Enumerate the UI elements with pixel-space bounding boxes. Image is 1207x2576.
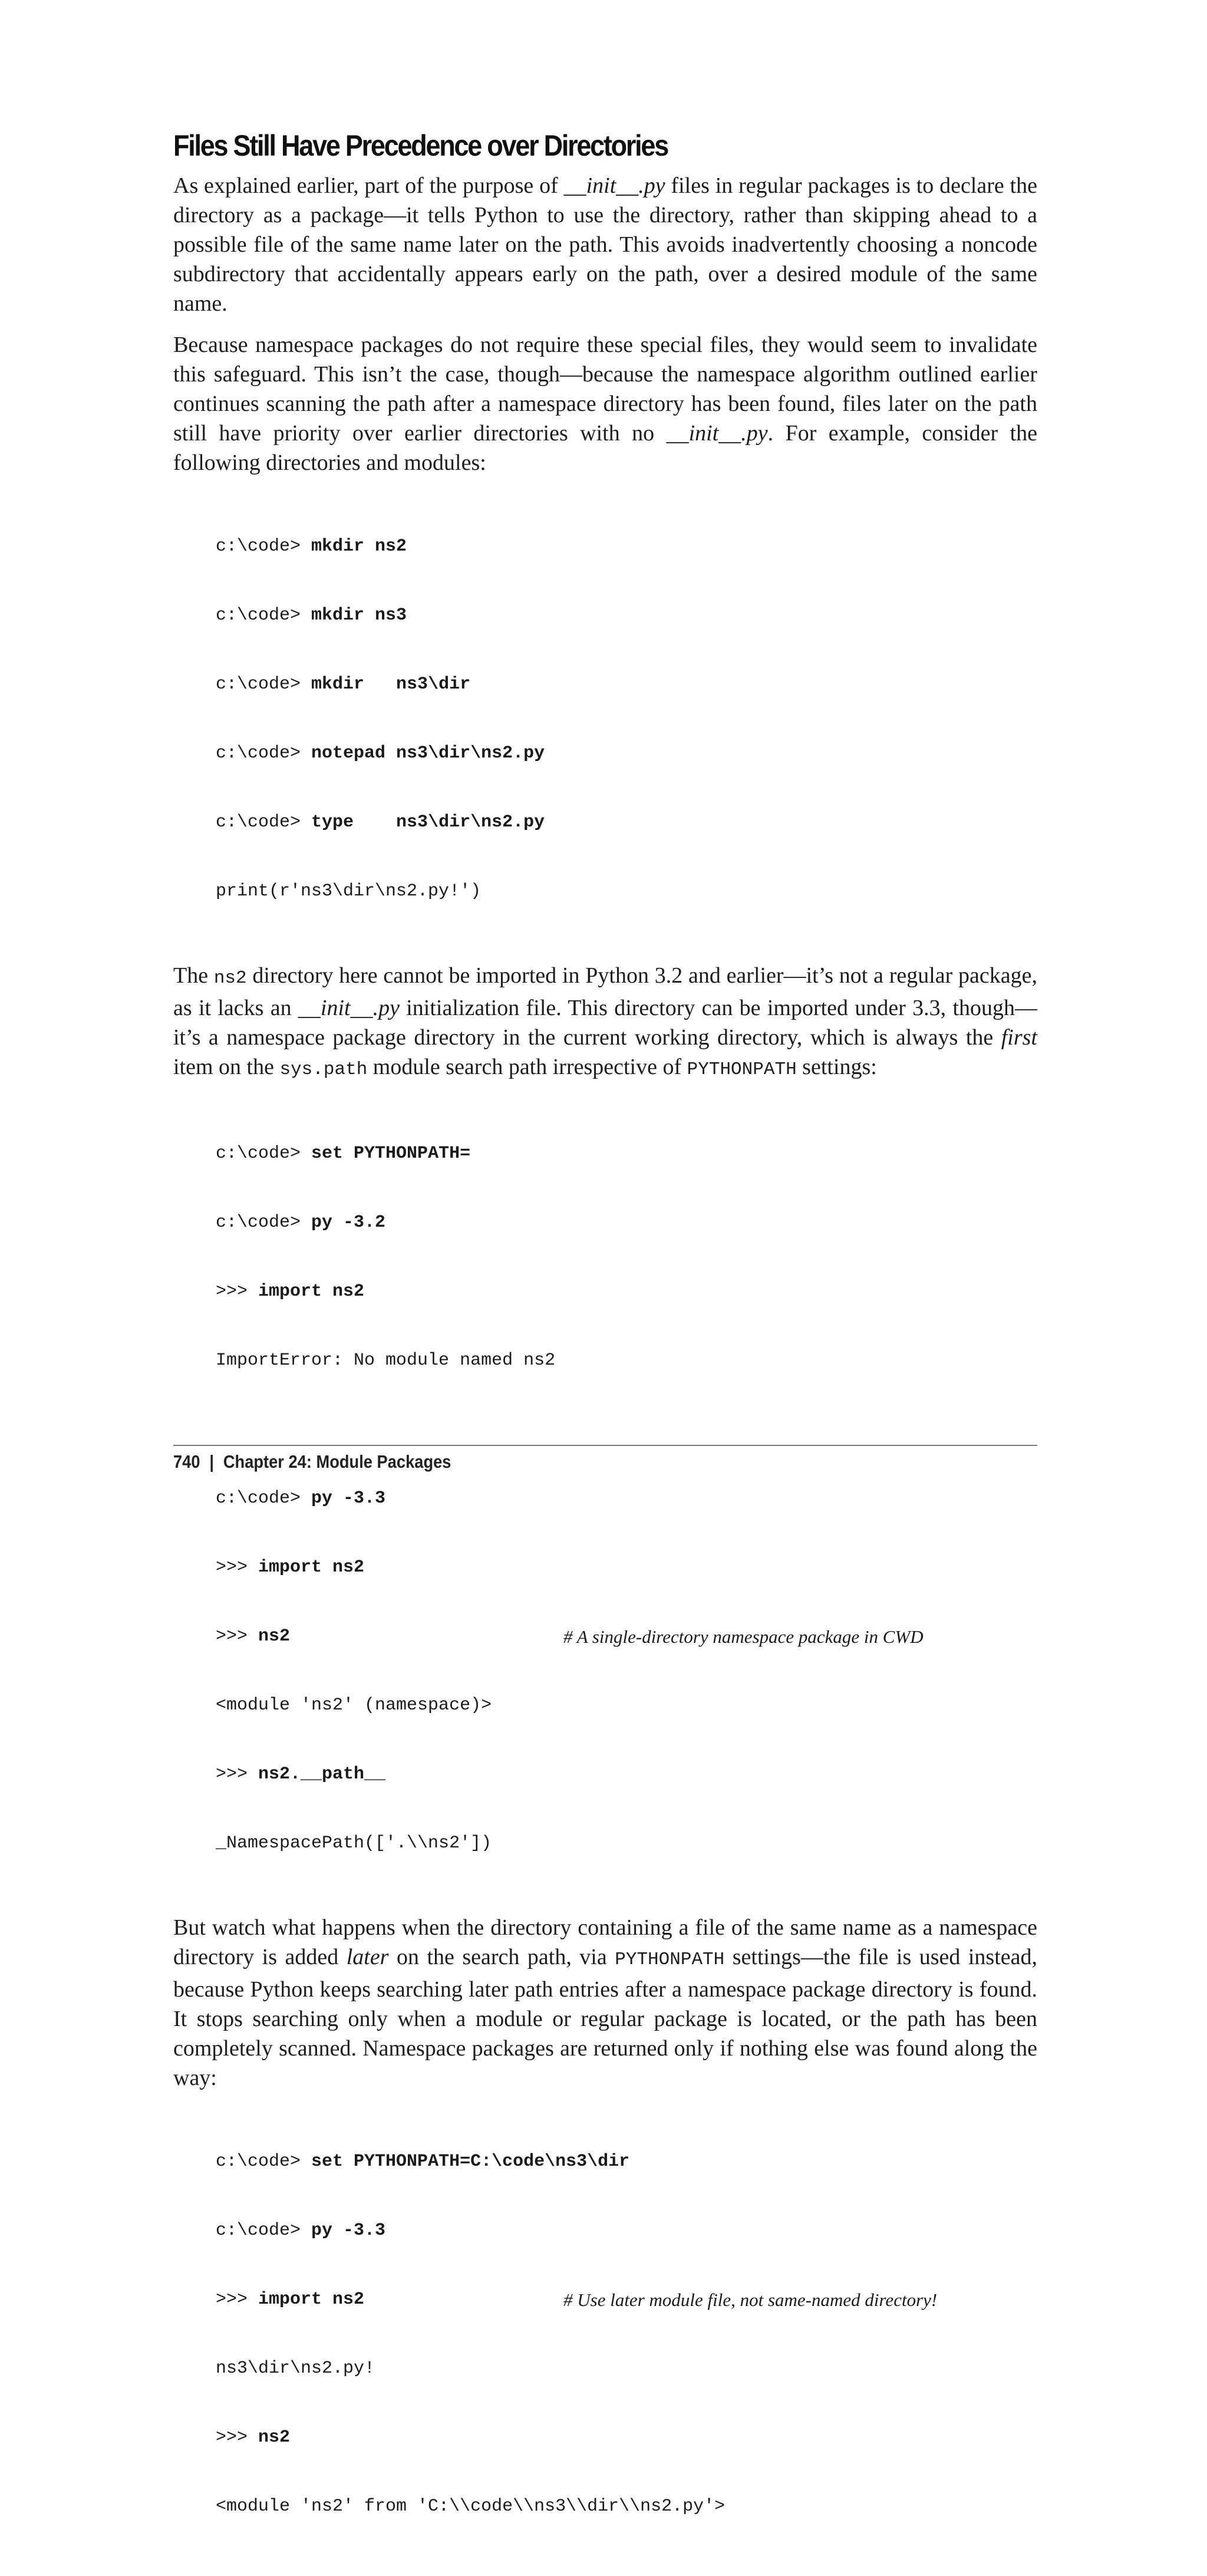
- paragraph-2: [173, 330, 1037, 477]
- code-line: <module 'ns2' from 'C:\\code\\ns3\\dir\\ns2.py'>: [216, 2496, 725, 2516]
- code-line: c:\code> set PYTHONPATH=C:\code\ns3\dir: [216, 2152, 630, 2172]
- code-line: c:\code> py -3.2: [216, 1213, 386, 1233]
- code-block-1: [216, 489, 1037, 949]
- p1-init-file: __init__.py: [563, 173, 665, 198]
- code-line: c:\code> notepad ns3\dir\ns2.py: [216, 743, 545, 763]
- inline-code-pythonpath: PYTHONPATH: [687, 1059, 797, 1080]
- p2-text-c: . For example, consider the following directories and modules:: [173, 421, 1037, 475]
- code-line: >>> ns2: [216, 2427, 291, 2447]
- p1-text-c: files in regular packages is to declare the directory as a package—it tells Python to use the directory, rather than skipping ahead to a possible file of the same name later on the path. This avoids inadvertently choosing a noncode subdirectory that accidentally appears early on the path, over a desired module of the same name.: [173, 173, 1037, 316]
- inline-code-ns2: ns2: [213, 968, 247, 989]
- p2-init-file: __init__.py: [666, 421, 768, 446]
- page-footer: [173, 1451, 451, 1473]
- p2-text-a: Because namespace packages do not require these special files, they would seem to invalidate this safeguard. This isn’t the case, though—because the namespace algorithm outlined earlier continues scanning the path after a namespace directory has been found, files later on the path still have priority over earlier directories with no: [173, 332, 1037, 446]
- inline-code-pythonpath: PYTHONPATH: [615, 1949, 725, 1970]
- chapter-title: Chapter 24: Module Packages: [223, 1451, 451, 1472]
- code-line: c:\code> set PYTHONPATH=: [216, 1144, 471, 1164]
- code-comment: # A single-directory namespace package in CWD: [563, 1626, 924, 1647]
- page-number: 740: [173, 1451, 200, 1472]
- code-block-3: [216, 2104, 1037, 2564]
- code-line: c:\code> type ns3\dir\ns2.py: [216, 812, 545, 832]
- page-content: [173, 129, 1037, 2576]
- code-line: c:\code> py -3.3: [216, 1488, 386, 1508]
- code-line: ImportError: No module named ns2: [216, 1350, 556, 1371]
- footer-rule: [173, 1445, 1037, 1446]
- code-comment: # Use later module file, not same-named directory!: [563, 2290, 938, 2310]
- emphasis-later: later: [346, 1945, 389, 1969]
- code-line: >>> import ns2: [216, 1557, 365, 1577]
- p3-init-file: __init__.py: [298, 996, 400, 1020]
- code-block-2: [216, 1096, 1037, 1901]
- code-line: <module 'ns2' (namespace)>: [216, 1695, 492, 1715]
- code-line: >>> ns2 # A single-directory namespace package in CWD: [216, 1626, 924, 1647]
- code-blank-line: [216, 1418, 1037, 1441]
- code-line: c:\code> mkdir ns3: [216, 605, 407, 625]
- inline-code-sys-path: sys.path: [279, 1059, 368, 1080]
- paragraph-1: [173, 171, 1037, 318]
- footer-separator: |: [209, 1451, 215, 1472]
- paragraph-3: The ns2 directory here cannot be imported in Python 3.2 and earlier—it’s not a regular package, as it lacks an __init__.py initialization file. This directory can be imported under 3.3, though—it’s a namespace package directory in the current working directory, which is always the first item on the sys.path module search path irrespective of PYTHONPATH settings:: [173, 963, 1038, 1080]
- code-line: >>> import ns2: [216, 1282, 365, 1302]
- code-line: ns3\dir\ns2.py!: [216, 2358, 375, 2379]
- section-title: Files Still Have Precedence over Directories: [173, 129, 668, 162]
- emphasis-first: first: [1001, 1025, 1037, 1050]
- code-line: >>> ns2.__path__: [216, 1764, 386, 1784]
- code-line: c:\code> py -3.3: [216, 2221, 386, 2241]
- code-line: _NamespacePath(['.\\ns2']): [216, 1833, 492, 1853]
- paragraph-4: But watch what happens when the directory containing a file of the same name as a namespace directory is added later on the search path, via PYTHONPATH settings—the file is used instead, because Python keeps searching later path entries after a namespace package directory is found. It stops searching only when a module or regular package is located, or the path has been completely scanned. Namespace packages are returned only if nothing else was found along the way:: [173, 1915, 1038, 2090]
- p1-text-a: As explained earlier, part of the purpose of: [173, 173, 564, 198]
- code-line: >>> import ns2 # Use later module file, not same-named directory!: [216, 2290, 938, 2310]
- code-line: c:\code> mkdir ns3\dir: [216, 674, 471, 694]
- code-line: c:\code> mkdir ns2: [216, 536, 407, 556]
- code-line: print(r'ns3\dir\ns2.py!'): [216, 881, 482, 901]
